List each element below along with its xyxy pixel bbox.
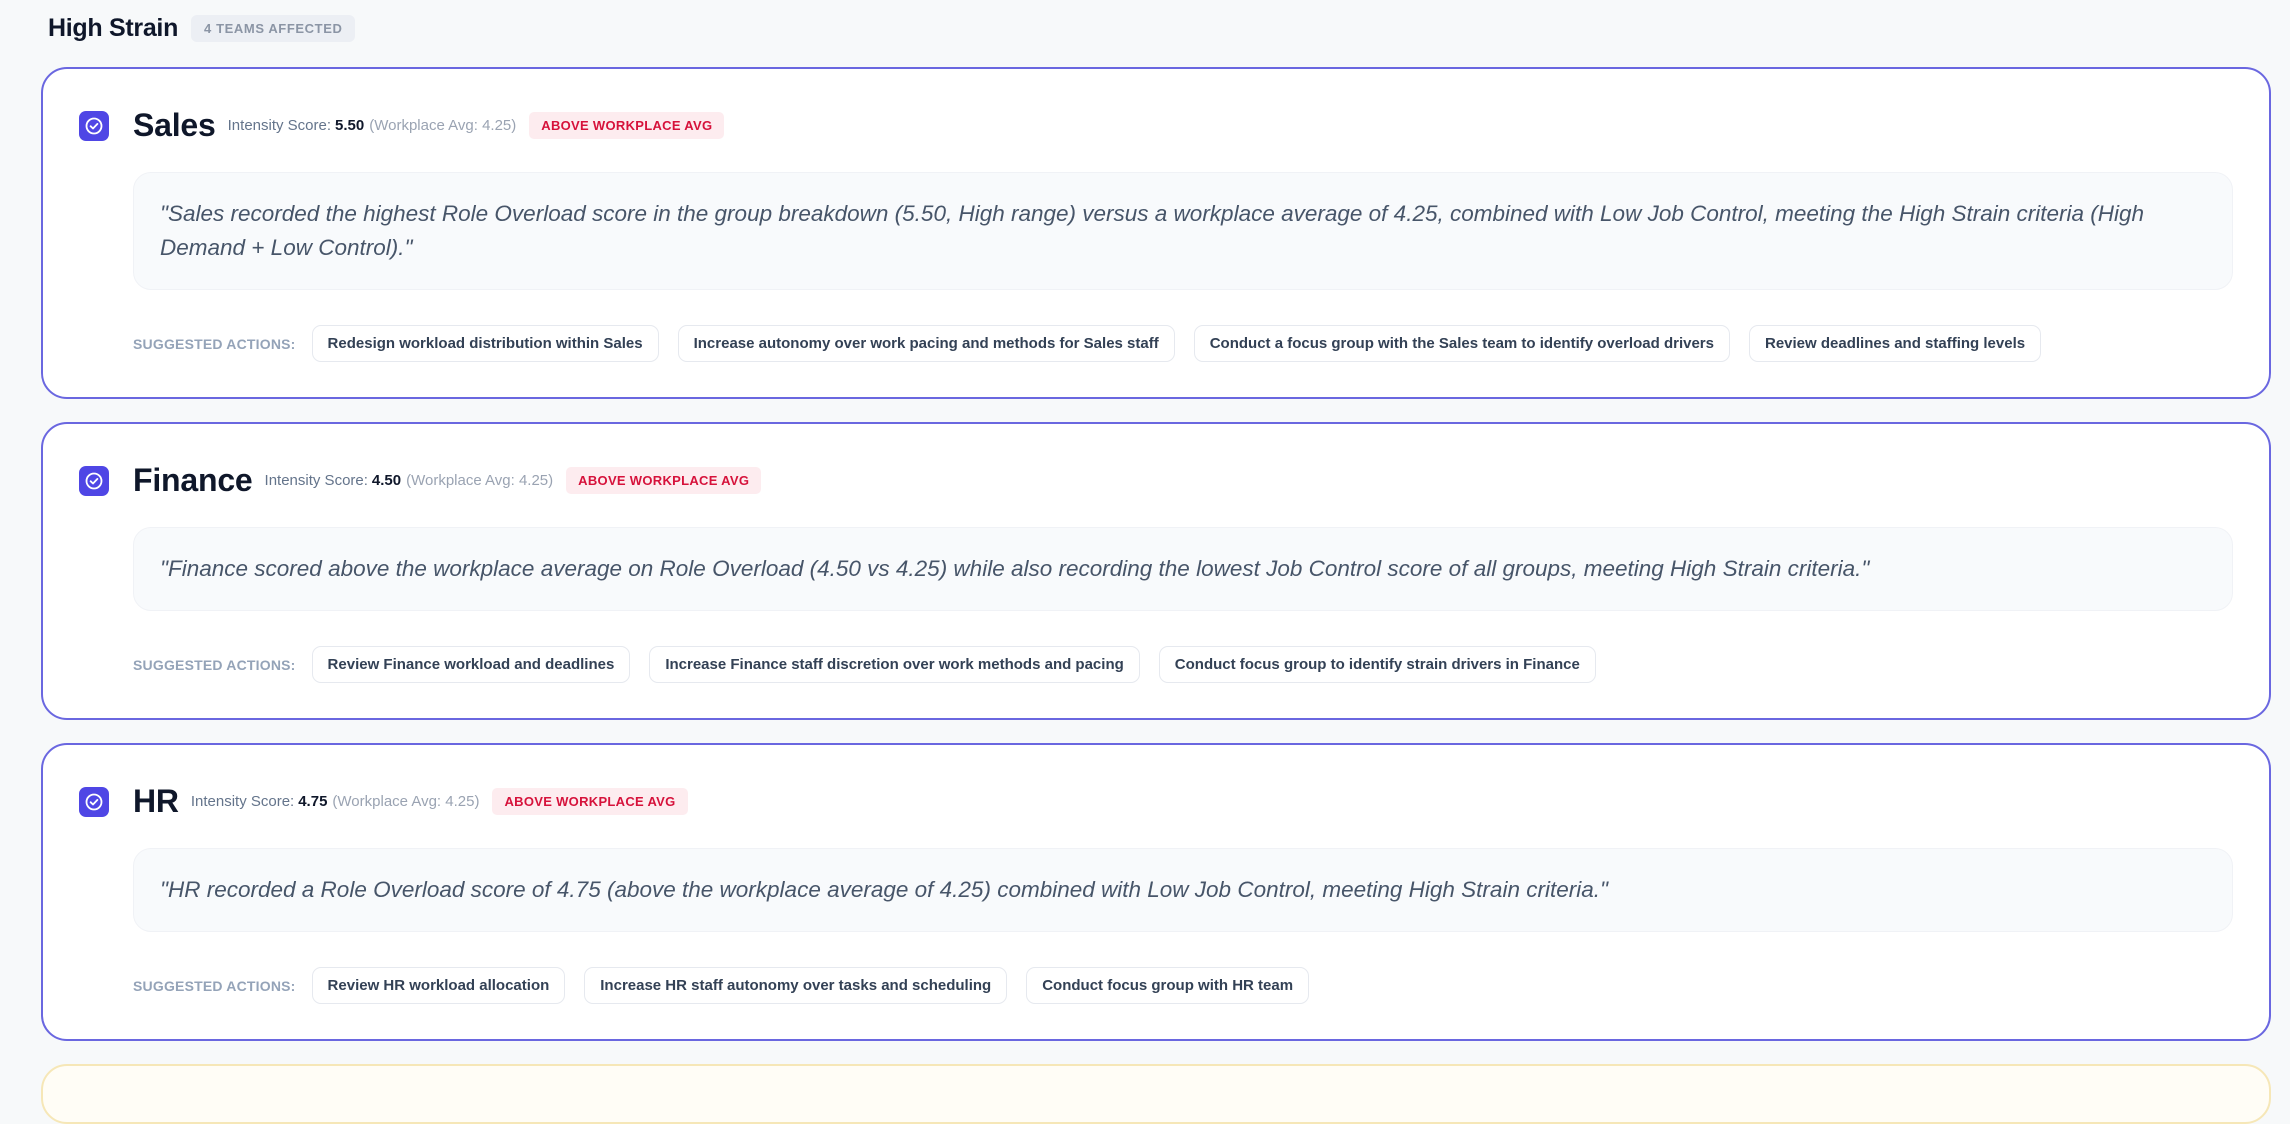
above-avg-badge: ABOVE WORKPLACE AVG [529,112,724,139]
action-chip[interactable]: Review HR workload allocation [312,967,566,1004]
teams-affected-badge: 4 TEAMS AFFECTED [191,15,355,42]
action-chip[interactable]: Conduct focus group with HR team [1026,967,1309,1004]
action-chip[interactable]: Conduct focus group to identify strain drivers in Finance [1159,646,1596,683]
section-title: High Strain [48,14,179,42]
team-card-header [79,462,761,499]
team-card-header [79,783,688,820]
check-circle-icon[interactable] [79,466,109,496]
intensity-score-value: 4.50 [371,472,402,489]
suggested-actions-label: SUGGESTED ACTIONS: [133,335,296,352]
team-card-finance [41,422,2271,720]
action-chip[interactable]: Review deadlines and staffing levels [1749,325,2041,362]
workplace-avg: (Workplace Avg: 4.25) [332,793,480,810]
action-chip[interactable]: Conduct a focus group with the Sales team to identify overload drivers [1194,325,1730,362]
action-chip[interactable]: Redesign workload distribution within Sales [312,325,659,362]
intensity-score-label: Intensity Score: [190,793,295,810]
suggested-actions-label: SUGGESTED ACTIONS: [133,977,296,994]
workplace-avg: (Workplace Avg: 4.25) [406,472,554,489]
intensity-score-value: 5.50 [335,117,365,134]
intensity-score-label: Intensity Score: [264,472,368,489]
team-card-header [79,107,724,144]
above-avg-badge: ABOVE WORKPLACE AVG [566,467,761,494]
suggested-actions [133,646,1615,683]
team-name: Finance [133,462,253,498]
action-chip[interactable]: Increase autonomy over work pacing and methods for Sales staff [678,325,1175,362]
workplace-avg: (Workplace Avg: 4.25) [369,117,517,134]
team-name: Sales [133,107,216,143]
action-chip[interactable]: Increase HR staff autonomy over tasks and scheduling [584,967,1007,1004]
action-chip[interactable]: Increase Finance staff discretion over work methods and pacing [649,646,1139,683]
strain-rationale-quote: "Sales recorded the highest Role Overload score in the group breakdown (5.50, High range) versus a workplace average of 4.25, combined with Low Job Control, meeting the High Strain criteria (High Demand + Low Control)." [133,172,2233,290]
team-card-hr [41,743,2271,1041]
action-chip[interactable]: Review Finance workload and deadlines [312,646,631,683]
strain-rationale-quote: "HR recorded a Role Overload score of 4.75 (above the workplace average of 4.25) combined with Low Job Control, meeting High Strain criteria." [133,848,2233,932]
check-circle-icon[interactable] [79,111,109,141]
strain-rationale-quote: "Finance scored above the workplace average on Role Overload (4.50 vs 4.25) while also recording the lowest Job Control score of all groups, meeting High Strain criteria." [133,527,2233,611]
suggested-actions [133,967,1328,1004]
above-avg-badge: ABOVE WORKPLACE AVG [492,788,687,815]
section-header [48,14,355,43]
team-card-sales [41,67,2271,399]
next-team-card [41,1064,2271,1124]
intensity-score-label: Intensity Score: [227,117,332,134]
suggested-actions [133,325,2060,362]
check-circle-icon[interactable] [79,787,109,817]
suggested-actions-label: SUGGESTED ACTIONS: [133,656,296,673]
intensity-score-value: 4.75 [298,793,328,810]
team-name: HR [133,783,179,819]
